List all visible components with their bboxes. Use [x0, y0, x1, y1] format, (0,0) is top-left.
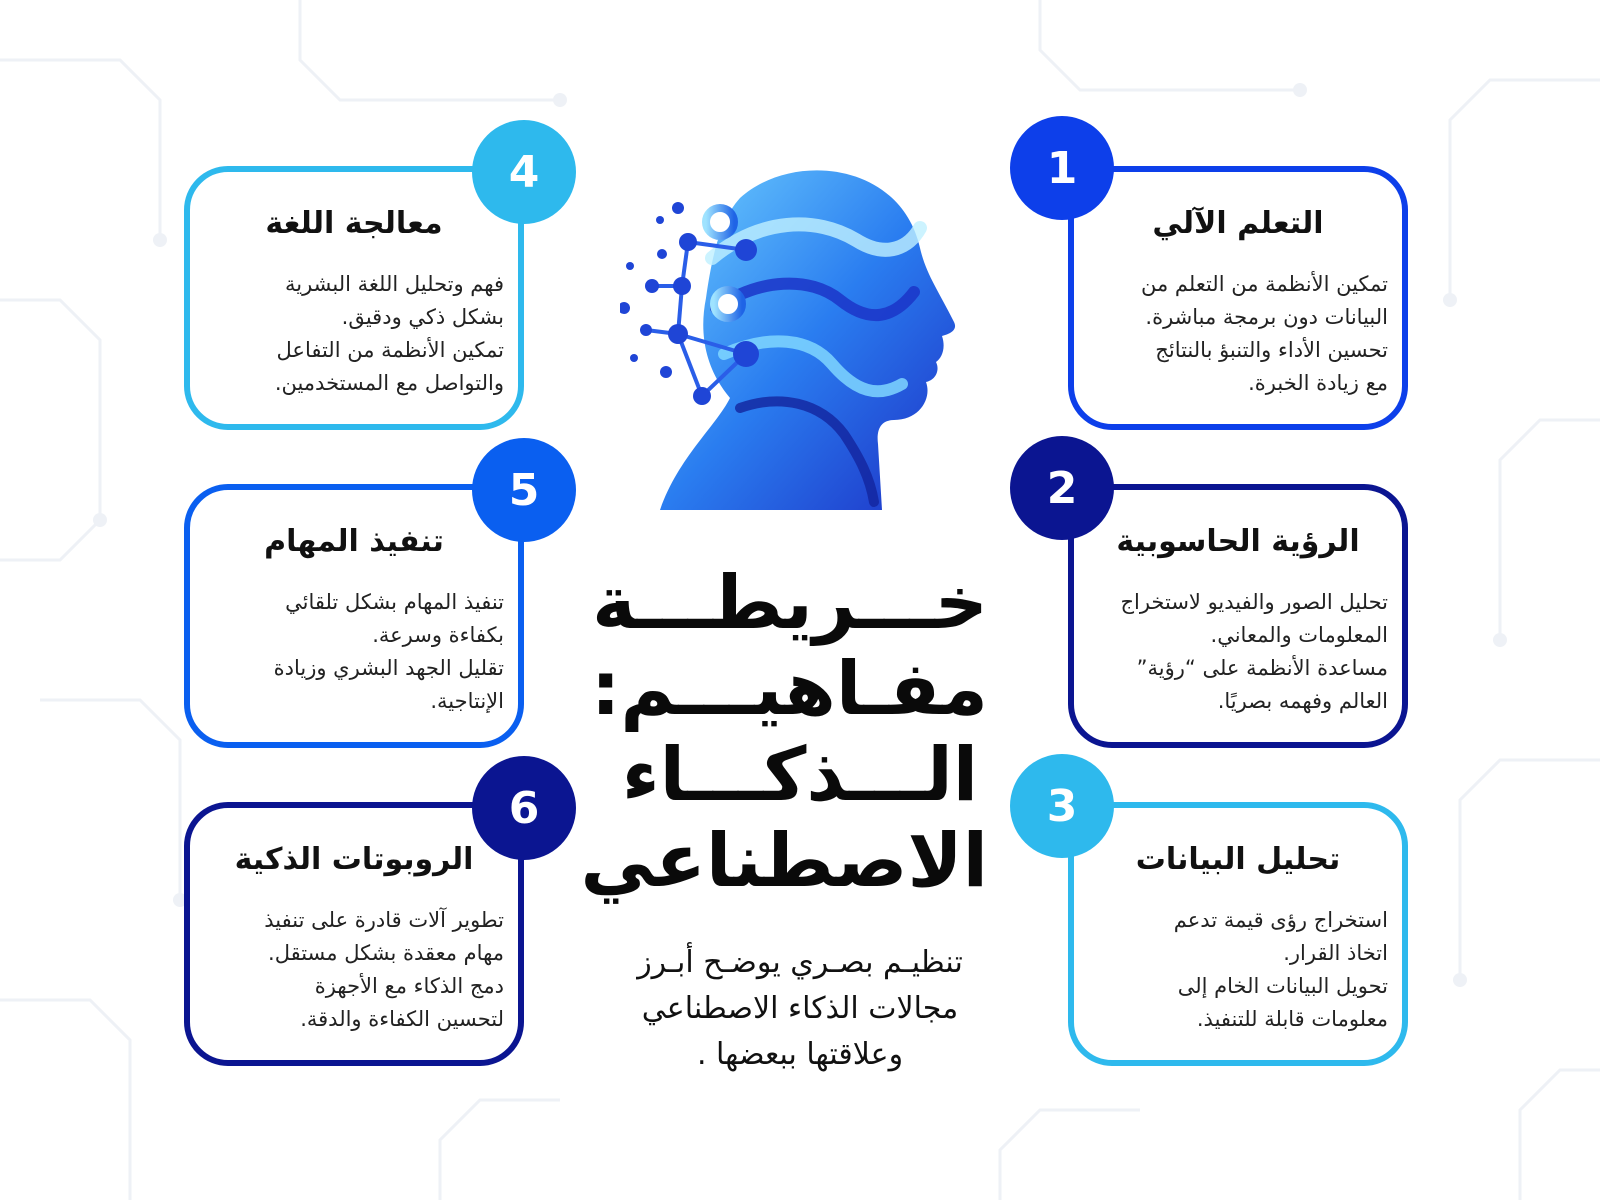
card-line: استخراج رؤى قيمة تدعم: [1173, 908, 1388, 932]
card-line: العالم وفهمه بصريًا.: [1217, 689, 1388, 713]
card-description: [206, 268, 504, 400]
card-line: فهم وتحليل اللغة البشرية: [284, 272, 504, 296]
number-badge: 6: [472, 756, 576, 860]
card-line: المعلومات والمعاني.: [1210, 623, 1388, 647]
card-title: معالجة اللغة: [265, 206, 443, 241]
main-title-line: الاصطناعي: [580, 818, 988, 904]
card-task-execution: [184, 484, 524, 748]
card-data-analysis: [1068, 802, 1408, 1066]
card-title: الرؤية الحاسوبية: [1116, 524, 1360, 559]
card-description: [1090, 904, 1388, 1036]
card-smart-robots: [184, 802, 524, 1066]
subtitle-line: مجالات الذكاء الاصطناعي: [641, 991, 959, 1026]
number-badge: 3: [1010, 754, 1114, 858]
main-title-line: الـــذكـــاء: [621, 732, 979, 818]
card-line: تحويل البيانات الخام إلى: [1177, 974, 1388, 998]
card-title: التعلم الآلي: [1152, 206, 1324, 241]
main-title-line: مفـاهيـــم:: [590, 646, 988, 732]
ai-head-circuit-icon: [620, 158, 980, 518]
card-line: تقليل الجهد البشري وزيادة: [273, 656, 504, 680]
card-line: مع زيادة الخبرة.: [1248, 371, 1388, 395]
card-description: [1090, 268, 1388, 400]
card-line: بشكل ذكي ودقيق.: [341, 305, 504, 329]
card-line: مساعدة الأنظمة على “رؤية”: [1136, 656, 1388, 680]
number-badge: 5: [472, 438, 576, 542]
card-natural-language-processing: [184, 166, 524, 430]
number-badge: 2: [1010, 436, 1114, 540]
card-line: اتخاذ القرار.: [1283, 941, 1388, 965]
card-line: البيانات دون برمجة مباشرة.: [1145, 305, 1388, 329]
card-line: لتحسين الكفاءة والدقة.: [300, 1007, 504, 1031]
subtitle-line: وعلاقتها ببعضها .: [696, 1037, 904, 1072]
number-badge: 1: [1010, 116, 1114, 220]
card-line: دمج الذكاء مع الأجهزة: [314, 974, 504, 998]
card-line: معلومات قابلة للتنفيذ.: [1196, 1007, 1388, 1031]
main-title: [580, 560, 988, 904]
card-line: تحسين الأداء والتنبؤ بالنتائج: [1155, 338, 1388, 362]
card-line: تمكين الأنظمة من التفاعل: [276, 338, 504, 362]
card-line: تمكين الأنظمة من التعلم من: [1141, 272, 1388, 296]
card-line: تنفيذ المهام بشكل تلقائي: [285, 590, 504, 614]
card-line: تطوير آلات قادرة على تنفيذ: [264, 908, 504, 932]
card-title: تنفيذ المهام: [264, 524, 444, 559]
card-line: والتواصل مع المستخدمين.: [274, 371, 504, 395]
card-line: الإنتاجية.: [430, 689, 504, 713]
number-badge: 4: [472, 120, 576, 224]
card-title: الروبوتات الذكية: [234, 842, 474, 877]
card-line: بكفاءة وسرعة.: [372, 623, 504, 647]
card-machine-learning: [1068, 166, 1408, 430]
card-description: [1090, 586, 1388, 718]
card-title: تحليل البيانات: [1135, 842, 1341, 877]
card-description: [206, 586, 504, 718]
subtitle-line: تنظيـم بصـري يوضـح أبـرز: [637, 945, 963, 980]
main-title-line: خـــريطـــة: [592, 560, 988, 646]
card-line: مهام معقدة بشكل مستقل.: [268, 941, 504, 965]
card-description: [206, 904, 504, 1036]
subtitle: [612, 940, 988, 1078]
card-line: تحليل الصور والفيديو لاستخراج: [1120, 590, 1388, 614]
card-computer-vision: [1068, 484, 1408, 748]
